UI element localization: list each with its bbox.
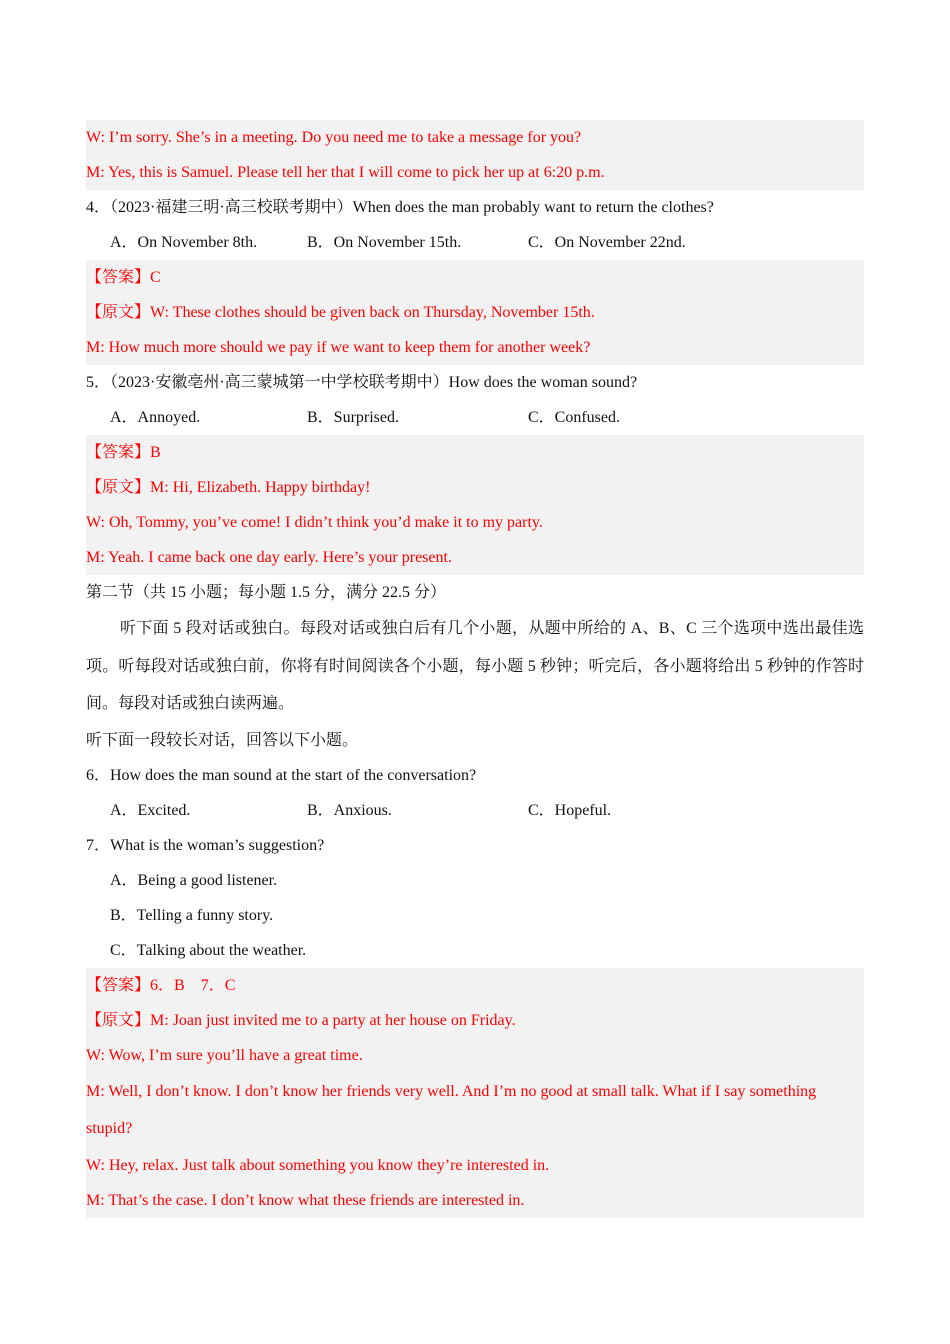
answer-value: 6．B 7．C bbox=[150, 976, 236, 994]
option-a: A．Annoyed. bbox=[110, 409, 201, 426]
option-c: C．Hopeful. bbox=[528, 801, 612, 819]
transcript-line: M: Well, I don’t know. I don’t know her friends very well. And I’m no good at small talk. What if I say something stupid? bbox=[86, 1082, 817, 1137]
transcript-line: W: Wow, I’m sure you’ll have a great time. bbox=[86, 1046, 363, 1064]
transcript-text: M: Joan just invited me to a party at her house on Friday. bbox=[150, 1011, 516, 1029]
transcript-line bbox=[86, 470, 864, 505]
option-c: C．Talking about the weather. bbox=[110, 941, 307, 959]
transcript-line: W: Oh, Tommy, you’ve come! I didn’t think you’d make it to my party. bbox=[86, 514, 543, 531]
transcript-line: W: I’m sorry. She’s in a meeting. Do you need me to take a message for you? bbox=[86, 129, 582, 146]
answer-block-q4 bbox=[86, 260, 864, 365]
transcript-label: 【原文】 bbox=[86, 1011, 151, 1029]
option-b: B．On November 15th. bbox=[307, 234, 462, 251]
option-c: C．On November 22nd. bbox=[528, 234, 686, 251]
answer-value: C bbox=[150, 269, 161, 286]
transcript-label: 【原文】 bbox=[86, 304, 151, 321]
transcript-line: M: Yeah. I came back one day early. Here’s your present. bbox=[86, 549, 452, 566]
answer-line bbox=[86, 260, 864, 295]
answer-value: B bbox=[150, 444, 161, 461]
answer-label: 【答案】 bbox=[86, 269, 151, 286]
option-b: B．Telling a funny story. bbox=[110, 906, 274, 924]
question-5-options bbox=[86, 400, 864, 435]
answer-block-q5 bbox=[86, 435, 864, 575]
transcript-line: M: How much more should we pay if we want to keep them for another week? bbox=[86, 339, 591, 356]
document-page bbox=[86, 120, 864, 1218]
transcript-label: 【原文】 bbox=[86, 479, 151, 496]
transcript-line bbox=[86, 295, 864, 330]
transcript-line bbox=[86, 1003, 864, 1038]
answer-label: 【答案】 bbox=[86, 976, 151, 994]
option-c: C．Confused. bbox=[528, 409, 621, 426]
option-a: A．Being a good listener. bbox=[110, 871, 278, 889]
transcript-block-q3 bbox=[86, 120, 864, 190]
transcript-line: M: That’s the case. I don’t know what these friends are interested in. bbox=[86, 1191, 525, 1209]
answer-block-q6-q7 bbox=[86, 968, 864, 1218]
question-6-options bbox=[86, 793, 864, 828]
section-heading: 第二节（共 15 小题；每小题 1.5 分，满分 22.5 分） bbox=[86, 584, 447, 601]
question-4: 4．（2023·福建三明·高三校联考期中）When does the man probably want to return the clothes? bbox=[86, 199, 714, 216]
option-b: B．Surprised. bbox=[307, 409, 400, 426]
transcript-line: W: Hey, relax. Just talk about something you know they’re interested in. bbox=[86, 1156, 550, 1174]
question-7: 7．What is the woman’s suggestion? bbox=[86, 836, 325, 854]
option-a: A．On November 8th. bbox=[110, 234, 258, 251]
answer-label: 【答案】 bbox=[86, 444, 151, 461]
transcript-text: M: Hi, Elizabeth. Happy birthday! bbox=[150, 479, 371, 496]
option-b: B．Anxious. bbox=[307, 801, 392, 819]
answer-line bbox=[86, 435, 864, 470]
question-6: 6．How does the man sound at the start of the conversation? bbox=[86, 766, 477, 784]
section-instructions: 听下面 5 段对话或独白。每段对话或独白后有几个小题，从题中所给的 A、B、C 三个选项中选出最佳选项。听每段对话或独白前，你将有时间阅读各个小题，每小题 5 秒钟；听完后，各小题将给出 5 秒钟的作答时间。每段对话或独白读两遍。 bbox=[86, 620, 864, 712]
answer-line bbox=[86, 968, 864, 1003]
option-a: A．Excited. bbox=[110, 801, 191, 819]
sub-instruction: 听下面一段较长对话，回答以下小题。 bbox=[86, 731, 359, 749]
transcript-line: M: Yes, this is Samuel. Please tell her that I will come to pick her up at 6:20 p.m. bbox=[86, 164, 605, 181]
question-5: 5．（2023·安徽亳州·高三蒙城第一中学校联考期中）How does the woman sound? bbox=[86, 374, 638, 391]
question-4-options bbox=[86, 225, 864, 260]
transcript-text: W: These clothes should be given back on Thursday, November 15th. bbox=[150, 304, 595, 321]
